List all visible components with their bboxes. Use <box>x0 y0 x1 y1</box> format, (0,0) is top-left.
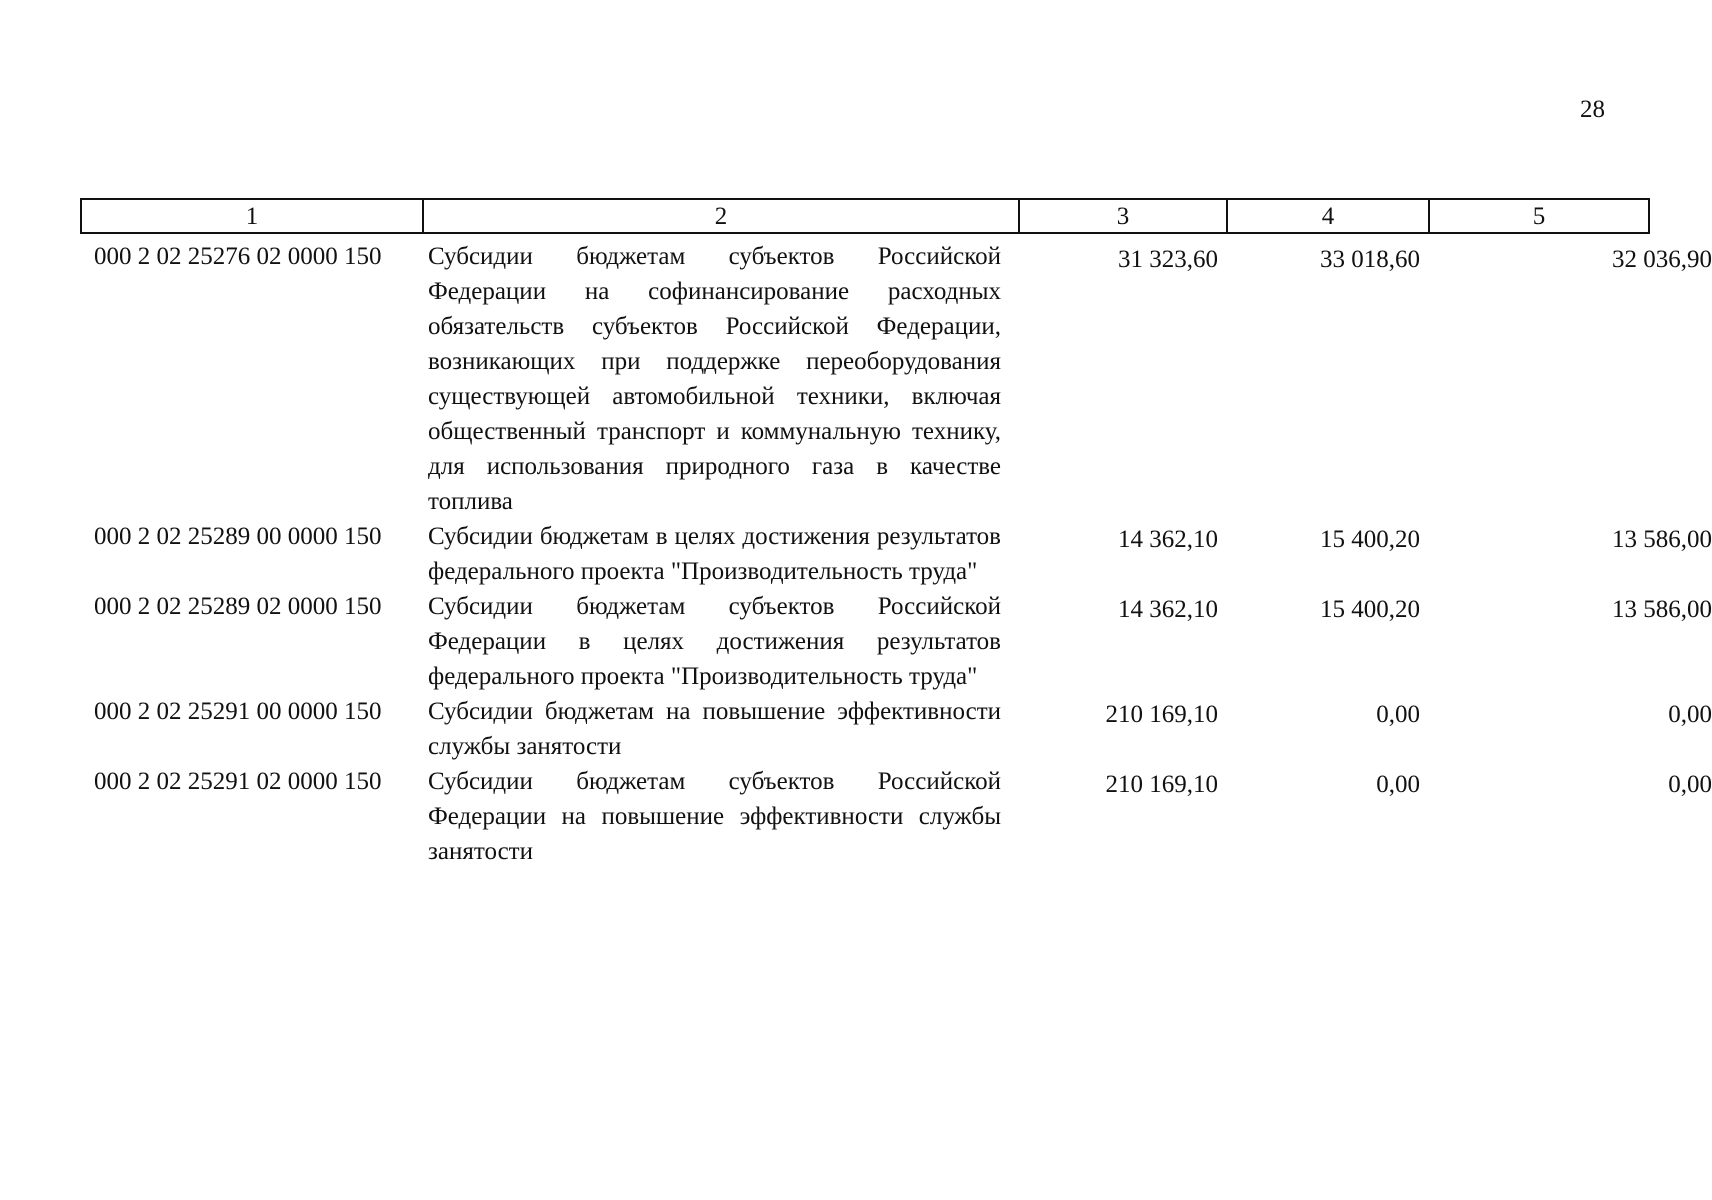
row-col3: 31 323,60 <box>1118 246 1218 273</box>
row-col3: 210 169,10 <box>1105 701 1218 728</box>
row-col5: 32 036,90 <box>1612 246 1712 273</box>
table-header <box>80 198 1650 236</box>
row-name: Субсидии бюджетам на повышение эффективности службы занятости <box>428 698 1001 760</box>
row-col3: 14 362,10 <box>1118 596 1218 623</box>
header-col-3: 3 <box>1018 198 1228 234</box>
table-row <box>80 764 1712 869</box>
row-col4: 15 400,20 <box>1320 596 1420 623</box>
table-body <box>80 239 1712 869</box>
row-col5: 0,00 <box>1668 771 1712 798</box>
row-col5: 13 586,00 <box>1612 596 1712 623</box>
header-col-1: 1 <box>80 198 424 234</box>
header-col-4: 4 <box>1226 198 1430 234</box>
row-col4: 0,00 <box>1376 701 1420 728</box>
table-row <box>80 519 1712 589</box>
row-name: Субсидии бюджетам субъектов Российской Федерации на софинансирование расходных обязательств субъектов Российской Федерации, возникающих при поддержке переоборудования существующей автомобильной техники, включая общественный транспорт и коммунальную технику, для использования природного газа в качестве топлива <box>428 243 1001 515</box>
row-code: 000 2 02 25289 00 0000 150 <box>94 523 382 550</box>
row-name: Субсидии бюджетам субъектов Российской Федерации на повышение эффективности службы занятости <box>428 768 1001 865</box>
page-number: 28 <box>1580 96 1605 123</box>
row-code: 000 2 02 25291 02 0000 150 <box>94 768 382 795</box>
row-code: 000 2 02 25276 02 0000 150 <box>94 243 382 270</box>
row-col5: 0,00 <box>1668 701 1712 728</box>
row-col4: 15 400,20 <box>1320 526 1420 553</box>
row-col5: 13 586,00 <box>1612 526 1712 553</box>
table-row <box>80 589 1712 694</box>
row-col3: 210 169,10 <box>1105 771 1218 798</box>
row-name: Субсидии бюджетам в целях достижения результатов федерального проекта "Производительность труда" <box>428 523 1001 585</box>
row-col4: 0,00 <box>1376 771 1420 798</box>
table-row <box>80 239 1712 519</box>
table-row <box>80 694 1712 764</box>
row-code: 000 2 02 25289 02 0000 150 <box>94 593 382 620</box>
row-code: 000 2 02 25291 00 0000 150 <box>94 698 382 725</box>
row-col4: 33 018,60 <box>1320 246 1420 273</box>
row-col3: 14 362,10 <box>1118 526 1218 553</box>
row-name: Субсидии бюджетам субъектов Российской Федерации в целях достижения результатов федерального проекта "Производительность труда" <box>428 593 1001 690</box>
header-col-5: 5 <box>1428 198 1650 234</box>
header-col-2: 2 <box>422 198 1020 234</box>
